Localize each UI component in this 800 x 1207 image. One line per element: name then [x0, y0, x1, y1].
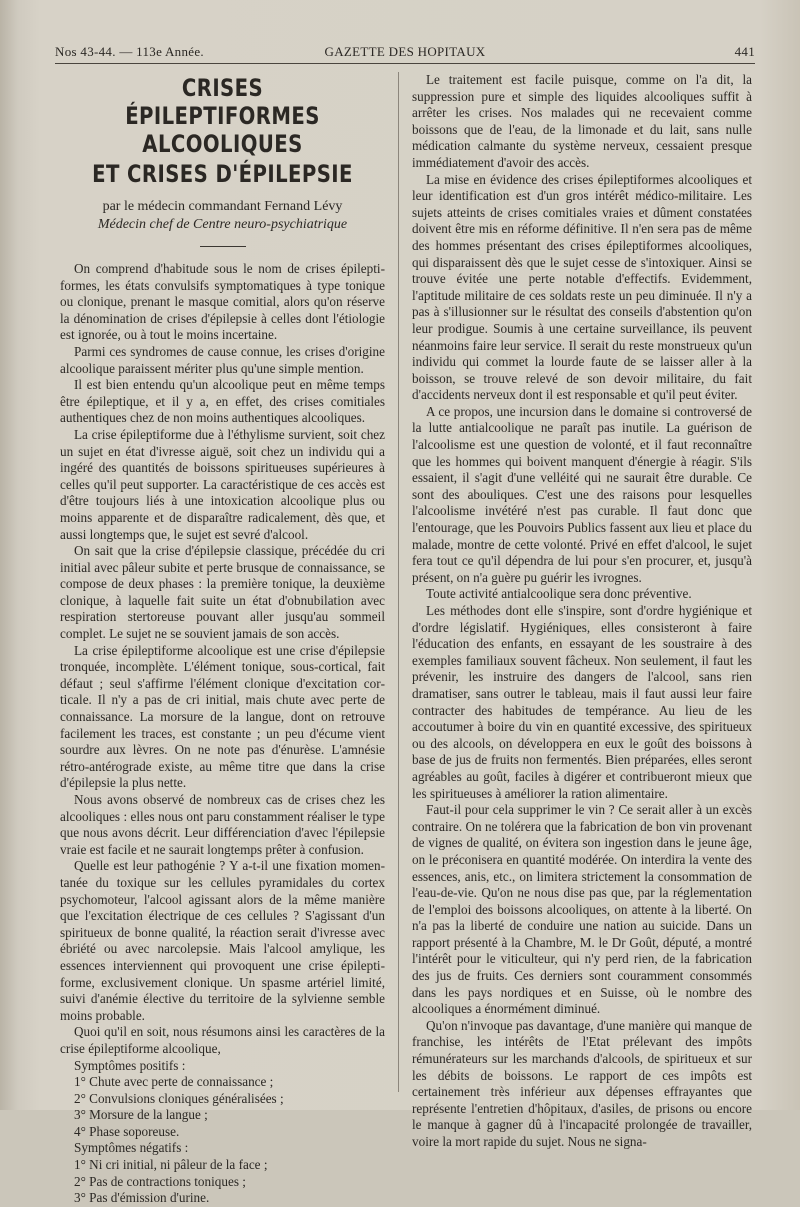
positive-symptoms-heading: Symptômes positifs : — [74, 1057, 186, 1073]
paragraph: Le traitement est facile puisque, comme on l'a dit, la suppression pure et simple des liquides alcooliques suffit à arrêter les crises. Nos malades qui ne recevaient comme boissons que de l'eau, de la limonade et du lait, sans nulle médication calmante du système nerveux, cessaient presque immédiatement d'avoir des accès. — [412, 72, 752, 170]
list-item: 3° Morsure de la langue ; — [74, 1107, 208, 1123]
issue-number: Nos 43-44. — 113e Année. — [55, 44, 204, 59]
paragraph: La mise en évidence des crises épileptiformes alcooliques et leur identification est d'un gros intérêt médico-militaire. Les sujets atteints de crises comitiales vraies et dûment constatées doivent être mis en réforme définitive. Il n'en sera pas de même des hommes présentant des crises épileptiformes alcooliques, qui disparaissent dès que le sujet cesse de s'intoxiquer. Ainsi se trouve évitée une perte notable d'effectifs. Evidemment, l'aptitude militaire de ces soldats reste un peu diminuée. Il n'y a pas à s'illusionner sur le résultat des conseils d'abstention qu'on leur prodigue. Soumis à une certaine surveillance, ils peuvent néanmoins faire leur service. Il serait du reste monstrueux qu'un individu qui commet la lourde faute de se laisser aller à la boisson, se trouve relevé de son devoir militaire, du fait d'accidents nerveux dont il est responsable et qu'il peut éviter. — [412, 171, 752, 403]
paragraph: La crise épileptiforme alcoolique est une crise d'épilepsie tronquée, incomplète. L'élément tonique, sous-cortical, fait défaut ; seul s'affirme l'élément clonique d'excitation corticale. Il n'y a pas de cri initial, mais chute avec perte de connaissance. La morsure de la langue, dont on retrouve facilement les traces, est constante ; un peu d'écume vient sourdre aux lèvres. On ne note pas d'énurèse. L'amnésie rétro-antérograde existe, au même titre que dans la crise d'épilepsie la plus nette. — [60, 642, 385, 791]
paragraph: Quelle est leur pathogénie ? Y a-t-il une fixation momentanée du toxique sur les cellules pyramidales du cortex psychomoteur, l'alcool agissant alors de la même manière que l'excitation électrique de ces cellules ? S'agissant d'un spiritueux de bonne qualité, la réaction serait d'ivresse avec ébriété ou avec narcolepsie. Mais l'alcool amylique, les essences interviennent qui provoquent une crise épileptiforme, exclusivement clonique. Un spasme artériel limité, suivi d'anémie élective du territoire de la sylvienne semble moins probable. — [60, 858, 385, 1023]
paragraph: Les méthodes dont elle s'inspire, sont d'ordre hygiénique et d'ordre législatif. Hygiéniques, elles consisteront à faire l'éducation des enfants, en essayant de les soustraire à des exemples familiaux souvent fâcheux. Non seulement, il faut les prévenir, les instruire des dangers de l'alcool, sans rien dramatiser, sans outrer le tableau, mais il faut aussi leur faire contracter des habitudes de tempérance. Au lieu de les accoutumer à boire du vin en quantité excessive, des spiritueux ou des alcools, on développera en eux le goût des boissons à base de jus de fruits non fermentés. Bien préparées, elles seront agréables au goût, faciles à digérer et contribueront mieux que les spiritueuses à améliorer la ration alimentaire. — [412, 603, 752, 801]
paragraph: On sait que la crise d'épilepsie classique, précédée du cri initial avec pâleur subite et perte brusque de connaissance, se compose de deux phases : la première tonique, la deuxième clonique, à laquelle fait suite un état d'obnubilation avec respiration stertoreuse pouvant aller jusqu'au sommeil complet. Le sujet ne se souvient jamais de son accès. — [60, 543, 385, 642]
paragraph: A ce propos, une incursion dans le domaine si controversé de la lutte antialcoolique ne paraît pas inutile. La guérison de l'alcoolisme est une question de volonté, et il faut reconnaître que les hommes qui boivent manquent d'énergie à réagir. S'ils essaient, il s'agit d'une velléité qui ne saurait être durable. Ce sont des abouliques. C'est une des raisons pour lesquelles l'alcoolisme invétéré n'est pas curable. Il faut donc que l'entourage, que les Pouvoirs Publics fassent aux lieu et place du malade, montre de cette volonté. Privé en effet d'alcool, le sujet fera tout ce qu'il dépendra de lui pour s'en procurer, et, jusqu'à présent, on n'a guère pu guérir les ivrognes. — [412, 403, 752, 585]
column-divider — [398, 72, 399, 1092]
page-number: 441 — [734, 44, 755, 59]
negative-symptoms-list — [60, 1157, 385, 1207]
paragraph: Toute activité antialcoolique sera donc préventive. — [426, 586, 692, 602]
paragraph: Faut-il pour cela supprimer le vin ? Ce serait aller à un excès contraire. On ne tolérera que la fabrication de bon vin provenant de vignes de qualité, on évitera son ingestion dans le jeune âge, on le préconisera en quantité modérée. On interdira la vente des essences, anis, etc., on limitera strictement la consommation de l'eau-de-vie. Qu'on ne nous dise pas que, par la réglementation de l'emploi des boissons alcooliques, on attente à la liberté. On n'a pas la liberté de conduire une nation au suicide. Dans un rapport présenté à la Chambre, M. le Dr Goût, député, a montré l'intérêt pour le viticulteur, qui n'y perd rien, de la fabrication des jus de fruits. Ces derniers sont couramment consommés dans les pays nordiques et en Suisse, où le nombre des alcooliques a énormément diminué. — [412, 802, 752, 1017]
article-title-line-2: ET CRISES D'ÉPILEPSIE — [92, 160, 353, 188]
header-rule — [55, 63, 755, 64]
title-separator — [200, 246, 246, 247]
list-item: 1° Ni cri initial, ni pâleur de la face ; — [74, 1157, 268, 1173]
positive-symptoms-list — [60, 1074, 385, 1140]
left-column — [60, 72, 385, 1207]
article-title-line-1: CRISES ÉPILEPTIFORMES ALCOOLIQUES — [125, 74, 320, 158]
paragraph: Qu'on n'invoque pas davantage, d'une manière qui manque de franchise, les intérêts de l'Etat prélevant des impôts rémunérateurs sur les marchands d'alcools, de spiritueux et sur les débits de boissons. Le rapport de ces impôts est certainement très inférieur aux dépenses effrayantes que représente l'entretien d'hôpitaux, d'asiles, de prisons ou encore le manque à gagner dû à l'incapacité prolongée de travailler, voire la mort rapide du sujet. Nous ne signa- — [412, 1017, 752, 1149]
paragraph: Nous avons observé de nombreux cas de crises chez les alcooliques : elles nous ont paru constamment réaliser le type que nous avons décrit. Leur différenciation d'avec l'épilepsie vraie est facile et ne saurait longtemps prêter à confusion. — [60, 792, 385, 857]
paragraph: Il est bien entendu qu'un alcoolique peut en même temps être épileptique, et il y a, en effet, des crises comitiales authentiques chez de non moins authentiques alcooliques. — [60, 377, 385, 426]
list-item: 3° Pas d'émission d'urine. — [74, 1190, 210, 1206]
article-byline: par le médecin commandant Fernand Lévy — [102, 199, 343, 214]
right-column — [412, 72, 752, 1151]
list-item: 2° Pas de contractions toniques ; — [74, 1173, 246, 1189]
negative-symptoms-heading: Symptômes négatifs : — [74, 1140, 189, 1156]
running-header — [55, 42, 755, 64]
list-item: 4° Phase soporeuse. — [74, 1123, 180, 1139]
paragraph: Quoi qu'il en soit, nous résumons ainsi les caractères de la crise épileptiforme alcoolique, — [60, 1024, 385, 1056]
author-role: Médecin chef de Centre neuro-psychiatrique — [97, 217, 348, 232]
list-item: 1° Chute avec perte de connaissance ; — [74, 1074, 274, 1090]
paragraph: La crise épileptiforme due à l'éthylisme survient, soit chez un sujet en état d'ivresse aiguë, soit chez un individu qui a ingéré des quantités de boissons spiritueuses supérieures à celles qu'il peut supporter. La caractéristique de ces accès est d'être toujours liés à une intoxication alcoolique plus ou moins apparente et de disparaître radicalement, dès que, et aussi longtemps que, le sujet est sevré d'alcool. — [60, 426, 385, 542]
paragraph: On comprend d'habitude sous le nom de crises épileptiformes, les états convulsifs symptomatiques à type tonique ou clonique, prenant le masque comitial, alors qu'on réserve la dénomination de crises d'épilepsie à celles dont l'étiologie est ignorée, ou à tout le moins incertaine. — [60, 261, 385, 343]
list-item: 2° Convulsions cloniques généralisées ; — [74, 1090, 284, 1106]
paragraph: Parmi ces syndromes de cause connue, les crises d'origine alcoolique paraissent mériter plus qu'une simple mention. — [60, 343, 385, 376]
journal-title: GAZETTE DES HOPITAUX — [324, 44, 486, 59]
